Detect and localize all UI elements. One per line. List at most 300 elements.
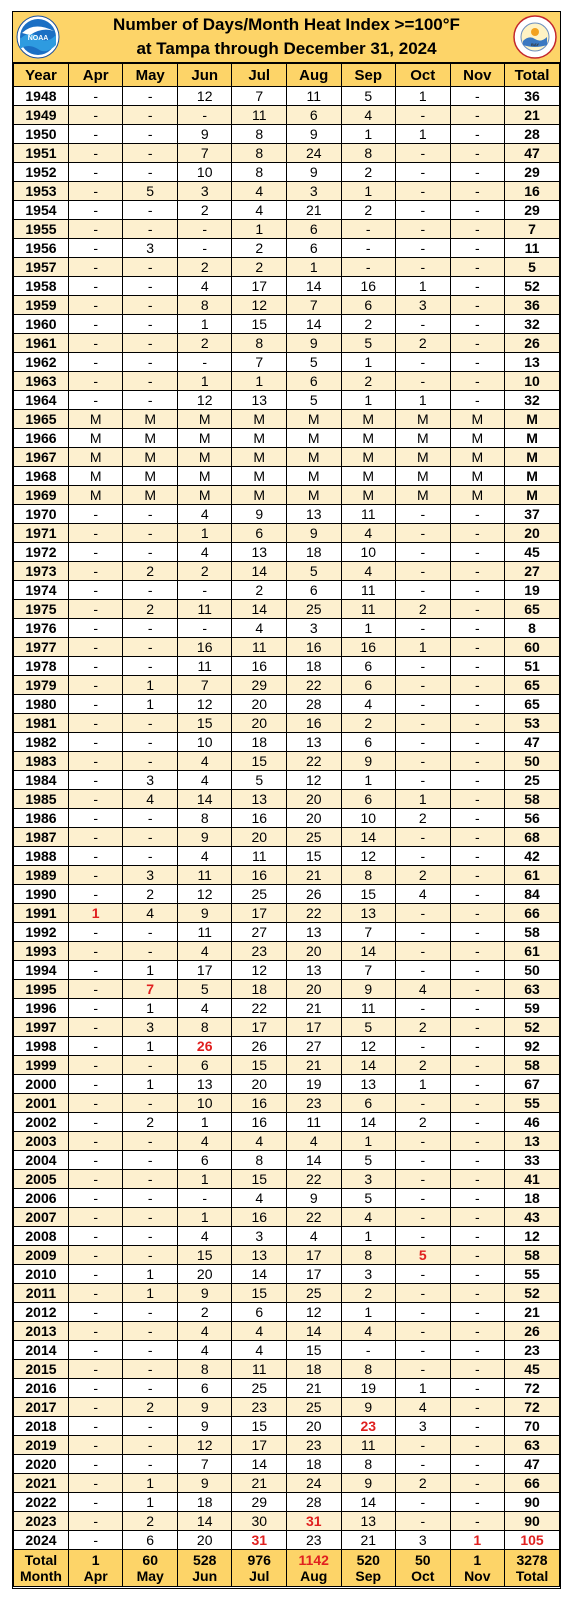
total-cell: 28 [505,125,560,144]
month-cell: 1 [177,372,232,391]
month-cell: - [396,1208,451,1227]
month-cell: - [123,125,178,144]
month-cell: - [123,828,178,847]
month-cell: 8 [177,1360,232,1379]
month-cell: M [68,429,123,448]
month-cell: 14 [341,1113,396,1132]
month-cell: 6 [232,1303,287,1322]
year-cell: 2008 [14,1227,69,1246]
month-cell: - [68,163,123,182]
month-cell: 6 [286,372,341,391]
year-cell: 2018 [14,1417,69,1436]
month-cell: - [123,87,178,106]
year-cell: 1954 [14,201,69,220]
month-cell: 2 [396,600,451,619]
month-cell: 8 [341,144,396,163]
year-cell: 2017 [14,1398,69,1417]
month-cell: 1 [177,524,232,543]
month-cell: 6 [286,220,341,239]
total-cell: 51 [505,657,560,676]
month-cell: - [450,1132,505,1151]
month-cell: 3 [177,182,232,201]
month-cell: - [450,239,505,258]
month-cell: M [177,448,232,467]
year-cell: 1982 [14,733,69,752]
month-cell: - [123,714,178,733]
month-cell: - [68,1170,123,1189]
month-cell: 9 [177,1417,232,1436]
month-cell: 9 [286,163,341,182]
col-header-nov: Nov [450,64,505,87]
table-row [14,353,560,372]
table-row [14,771,560,790]
month-cell: - [123,372,178,391]
month-cell: 17 [232,904,287,923]
month-cell: - [396,144,451,163]
month-cell: - [68,1132,123,1151]
month-cell: 3 [286,619,341,638]
footer-total-cell [505,1550,560,1587]
month-cell: 12 [232,961,287,980]
month-cell: 5 [341,87,396,106]
month-cell: M [341,429,396,448]
total-cell: 16 [505,182,560,201]
month-cell: 9 [341,752,396,771]
year-cell: 2020 [14,1455,69,1474]
month-cell: 4 [177,1227,232,1246]
month-cell: 17 [232,277,287,296]
month-cell: - [396,961,451,980]
month-cell: - [396,581,451,600]
month-cell: - [123,296,178,315]
month-cell: 9 [177,904,232,923]
month-cell: 4 [341,1208,396,1227]
table-row [14,695,560,714]
month-cell: 4 [177,1322,232,1341]
year-cell: 1991 [14,904,69,923]
month-cell: 5 [341,1189,396,1208]
year-cell: 1985 [14,790,69,809]
month-cell: - [123,923,178,942]
month-cell: - [450,600,505,619]
month-cell: 18 [286,543,341,562]
month-cell: M [286,486,341,505]
total-cell: 18 [505,1189,560,1208]
month-cell: 23 [232,942,287,961]
table-row [14,562,560,581]
month-cell: 14 [232,600,287,619]
month-cell: 3 [341,1170,396,1189]
month-cell: 12 [177,885,232,904]
month-cell: 25 [232,1379,287,1398]
month-cell: 6 [341,657,396,676]
month-cell: 1 [123,1493,178,1512]
year-cell: 1957 [14,258,69,277]
month-cell: 15 [286,847,341,866]
month-cell: 18 [286,1360,341,1379]
month-cell: 7 [177,144,232,163]
nws-logo-icon [513,15,557,59]
month-cell: M [123,448,178,467]
month-cell: 4 [396,885,451,904]
month-cell: M [396,448,451,467]
year-cell: 1961 [14,334,69,353]
month-cell: - [68,1512,123,1531]
month-cell: 5 [232,771,287,790]
month-cell: 10 [341,809,396,828]
table-row [14,467,560,486]
month-cell: 2 [232,258,287,277]
month-cell: - [450,790,505,809]
month-cell: - [450,885,505,904]
year-cell: 1951 [14,144,69,163]
month-cell: 1 [396,125,451,144]
total-cell: 5 [505,258,560,277]
month-cell: - [68,1303,123,1322]
month-cell: 17 [286,1246,341,1265]
month-cell: - [123,847,178,866]
month-cell: - [450,182,505,201]
total-cell: 59 [505,999,560,1018]
month-cell: - [450,1455,505,1474]
month-cell: 22 [286,904,341,923]
month-cell: 9 [177,1398,232,1417]
month-cell: - [450,220,505,239]
month-cell: - [123,733,178,752]
table-row [14,1474,560,1493]
total-cell: 65 [505,695,560,714]
total-cell: 47 [505,1455,560,1474]
month-cell: 3 [341,1265,396,1284]
month-cell: 4 [177,1132,232,1151]
month-cell: 2 [123,562,178,581]
month-cell: 19 [341,1379,396,1398]
month-cell: 15 [232,1170,287,1189]
month-cell: 1 [341,1227,396,1246]
table-row [14,220,560,239]
footer-month-label: Aug [300,1568,328,1584]
month-cell: - [396,1189,451,1208]
month-cell: 4 [286,1227,341,1246]
month-cell: 4 [232,1189,287,1208]
total-cell: 66 [505,1474,560,1493]
month-cell: 2 [341,372,396,391]
month-cell: - [396,505,451,524]
footer-total-value: 520 [356,1552,380,1568]
month-cell: 25 [286,600,341,619]
month-cell: M [232,486,287,505]
table-row [14,942,560,961]
table-row [14,581,560,600]
total-cell: 63 [505,980,560,999]
month-cell: 21 [286,999,341,1018]
month-cell: - [68,657,123,676]
month-cell: M [123,486,178,505]
month-cell: - [450,315,505,334]
month-cell: - [123,1360,178,1379]
month-cell: - [68,714,123,733]
month-cell: - [68,1056,123,1075]
month-cell: - [68,1379,123,1398]
month-cell: M [232,467,287,486]
month-cell: - [396,1322,451,1341]
month-cell: - [450,201,505,220]
year-cell: 1949 [14,106,69,125]
month-cell: - [123,1189,178,1208]
month-cell: 20 [177,1265,232,1284]
month-cell: - [123,1303,178,1322]
month-cell: 4 [177,543,232,562]
year-cell: 2003 [14,1132,69,1151]
month-cell: - [68,220,123,239]
year-cell: 1976 [14,619,69,638]
footer-month-label: Total [515,1568,549,1584]
month-cell: - [396,657,451,676]
month-cell: 2 [341,1284,396,1303]
month-cell: - [68,1455,123,1474]
month-cell: 13 [286,733,341,752]
month-cell: - [123,1379,178,1398]
month-cell: - [396,201,451,220]
total-cell: 23 [505,1341,560,1360]
footer-total-cell [341,1550,396,1587]
month-cell: - [68,828,123,847]
total-cell: 50 [505,961,560,980]
month-cell: - [68,1075,123,1094]
month-cell: - [450,657,505,676]
month-cell: 7 [341,923,396,942]
month-cell: - [396,714,451,733]
month-cell: 2 [341,201,396,220]
table-row [14,828,560,847]
month-cell: - [450,1018,505,1037]
year-cell: 1978 [14,657,69,676]
month-cell: 3 [232,1227,287,1246]
month-cell: 20 [232,695,287,714]
year-cell: 1969 [14,486,69,505]
total-cell: M [505,448,560,467]
month-cell: 25 [286,1284,341,1303]
month-cell: 14 [232,1455,287,1474]
month-cell: - [396,999,451,1018]
month-cell: - [396,1094,451,1113]
month-cell: - [123,1056,178,1075]
table-row [14,87,560,106]
table-row [14,1132,560,1151]
month-cell: 22 [286,1170,341,1189]
month-cell: 13 [232,543,287,562]
total-cell: 72 [505,1379,560,1398]
footer-total-value: Total [24,1552,58,1568]
month-cell: - [177,220,232,239]
month-cell: 6 [123,1531,178,1550]
month-cell: M [286,467,341,486]
month-cell: 11 [232,1360,287,1379]
month-cell: 25 [286,1398,341,1417]
month-cell: 14 [341,1493,396,1512]
month-cell: 6 [286,581,341,600]
heat-index-table-frame [12,11,561,1589]
month-cell: 2 [177,1303,232,1322]
month-cell: - [450,1189,505,1208]
month-cell: 8 [341,1455,396,1474]
month-cell: - [450,562,505,581]
month-cell: 9 [341,980,396,999]
month-cell: - [68,885,123,904]
month-cell: - [123,581,178,600]
month-cell: - [68,1208,123,1227]
month-cell: - [450,1379,505,1398]
month-cell: 11 [341,505,396,524]
month-cell: - [123,942,178,961]
month-cell: - [450,733,505,752]
month-cell: 16 [341,638,396,657]
month-cell: 1 [341,1132,396,1151]
month-cell: 2 [396,1113,451,1132]
table-row [14,847,560,866]
total-cell: 45 [505,1360,560,1379]
year-cell: 1950 [14,125,69,144]
month-cell: - [123,315,178,334]
table-row [14,1056,560,1075]
month-cell: - [396,828,451,847]
year-cell: 2023 [14,1512,69,1531]
month-cell: - [68,543,123,562]
month-cell: - [68,980,123,999]
month-cell: 18 [232,733,287,752]
month-cell: - [450,1170,505,1189]
month-cell: - [450,961,505,980]
month-cell: - [396,1341,451,1360]
total-cell: 21 [505,106,560,125]
month-cell: 8 [232,163,287,182]
month-cell: - [68,1341,123,1360]
month-cell: - [341,220,396,239]
total-cell: 36 [505,296,560,315]
year-cell: 1974 [14,581,69,600]
footer-total-cell [286,1550,341,1587]
month-cell: 13 [232,1246,287,1265]
year-cell: 2019 [14,1436,69,1455]
total-cell: 66 [505,904,560,923]
month-cell: 9 [341,1474,396,1493]
month-cell: M [450,467,505,486]
table-row [14,429,560,448]
year-cell: 2021 [14,1474,69,1493]
month-cell: - [123,1341,178,1360]
month-cell: 1 [396,1379,451,1398]
month-cell: - [396,695,451,714]
month-cell: 21 [232,1474,287,1493]
total-cell: 65 [505,676,560,695]
month-cell: 8 [341,1360,396,1379]
month-cell: 15 [232,1284,287,1303]
month-cell: 23 [341,1417,396,1436]
month-cell: 2 [396,1018,451,1037]
month-cell: 20 [286,790,341,809]
month-cell: 15 [177,714,232,733]
month-cell: 9 [177,828,232,847]
month-cell: 12 [286,1303,341,1322]
month-cell: - [450,619,505,638]
month-cell: 1 [177,1208,232,1227]
month-cell: 15 [286,1341,341,1360]
table-row [14,657,560,676]
year-cell: 1960 [14,315,69,334]
month-cell: 8 [177,809,232,828]
table-row [14,1455,560,1474]
total-cell: 29 [505,201,560,220]
month-cell: 8 [341,1246,396,1265]
month-cell: 16 [286,714,341,733]
header-row [14,64,560,87]
month-cell: - [123,1417,178,1436]
total-cell: 55 [505,1265,560,1284]
month-cell: - [68,144,123,163]
month-cell: 1 [450,1531,505,1550]
month-cell: - [68,391,123,410]
month-cell: - [123,1455,178,1474]
month-cell: - [450,638,505,657]
month-cell: 18 [232,980,287,999]
total-cell: 52 [505,1018,560,1037]
month-cell: - [396,106,451,125]
month-cell: M [177,410,232,429]
month-cell: 20 [232,1075,287,1094]
month-cell: 11 [232,847,287,866]
month-cell: 4 [341,1322,396,1341]
month-cell: - [396,752,451,771]
month-cell: - [68,315,123,334]
month-cell: 11 [341,999,396,1018]
month-cell: - [450,980,505,999]
month-cell: - [396,1512,451,1531]
year-cell: 2004 [14,1151,69,1170]
month-cell: - [68,923,123,942]
month-cell: 31 [232,1531,287,1550]
total-cell: 13 [505,353,560,372]
footer-month-label: Month [19,1568,62,1584]
year-cell: 1971 [14,524,69,543]
table-row [14,1246,560,1265]
month-cell: 4 [177,505,232,524]
col-header-total: Total [505,64,560,87]
month-cell: 8 [232,334,287,353]
month-cell: 28 [286,1493,341,1512]
month-cell: - [123,277,178,296]
month-cell: - [396,315,451,334]
month-cell: - [450,543,505,562]
total-cell: 32 [505,391,560,410]
month-cell: - [450,809,505,828]
footer-month-label: Jun [192,1568,218,1584]
table-row [14,201,560,220]
month-cell: - [68,1189,123,1208]
table-row [14,1018,560,1037]
month-cell: - [68,1474,123,1493]
footer-total-cell [232,1550,287,1587]
month-cell: 17 [232,1436,287,1455]
total-cell: 58 [505,923,560,942]
table-row [14,372,560,391]
month-cell: - [396,1360,451,1379]
month-cell: - [450,1227,505,1246]
month-cell: 14 [341,1056,396,1075]
month-cell: 14 [177,790,232,809]
month-cell: - [450,258,505,277]
year-cell: 1998 [14,1037,69,1056]
footer-total-value: 3278 [516,1552,548,1568]
